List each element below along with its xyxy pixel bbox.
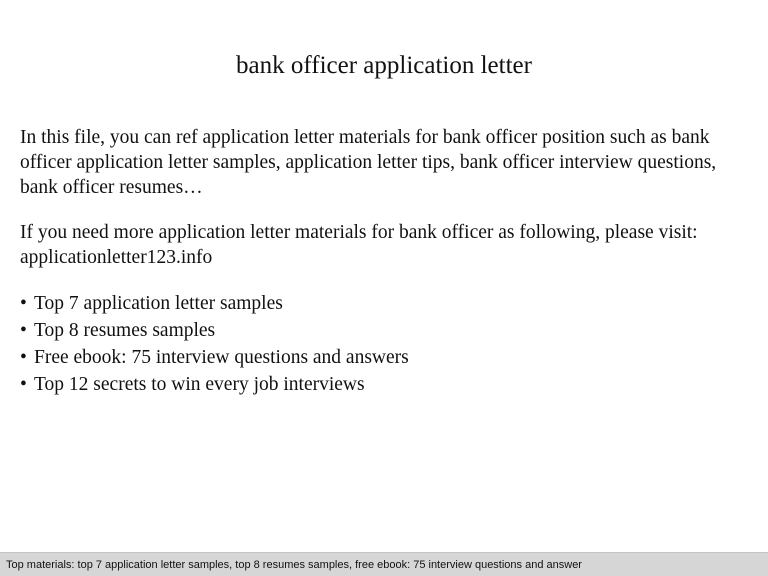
list-item-text: Top 8 resumes samples [34,320,216,341]
page-title: bank officer application letter [236,52,532,79]
bullet-icon: • [20,320,27,341]
materials-list [20,290,750,398]
list-item [20,371,750,398]
list-item-text: Top 7 application letter samples [34,293,283,314]
bullet-icon: • [20,347,27,368]
list-item [20,344,750,371]
list-item [20,290,750,317]
footer-bar [0,552,768,576]
list-item [20,317,750,344]
list-item-text: Free ebook: 75 interview questions and answers [34,347,409,368]
bullet-icon: • [20,374,27,395]
list-item-text: Top 12 secrets to win every job interviews [34,374,365,395]
intro-paragraph: In this file, you can ref application letter materials for bank officer position such as bank officer application letter samples, application letter tips, bank officer interview questions, bank officer resumes… [20,127,717,198]
more-info-paragraph: If you need more application letter materials for bank officer as following, please visit: applicationletter123.info [20,222,698,268]
footer-text: Top materials: top 7 application letter samples, top 8 resumes samples, free ebook: 75 interview questions and answer [6,559,582,571]
bullet-icon: • [20,293,27,314]
